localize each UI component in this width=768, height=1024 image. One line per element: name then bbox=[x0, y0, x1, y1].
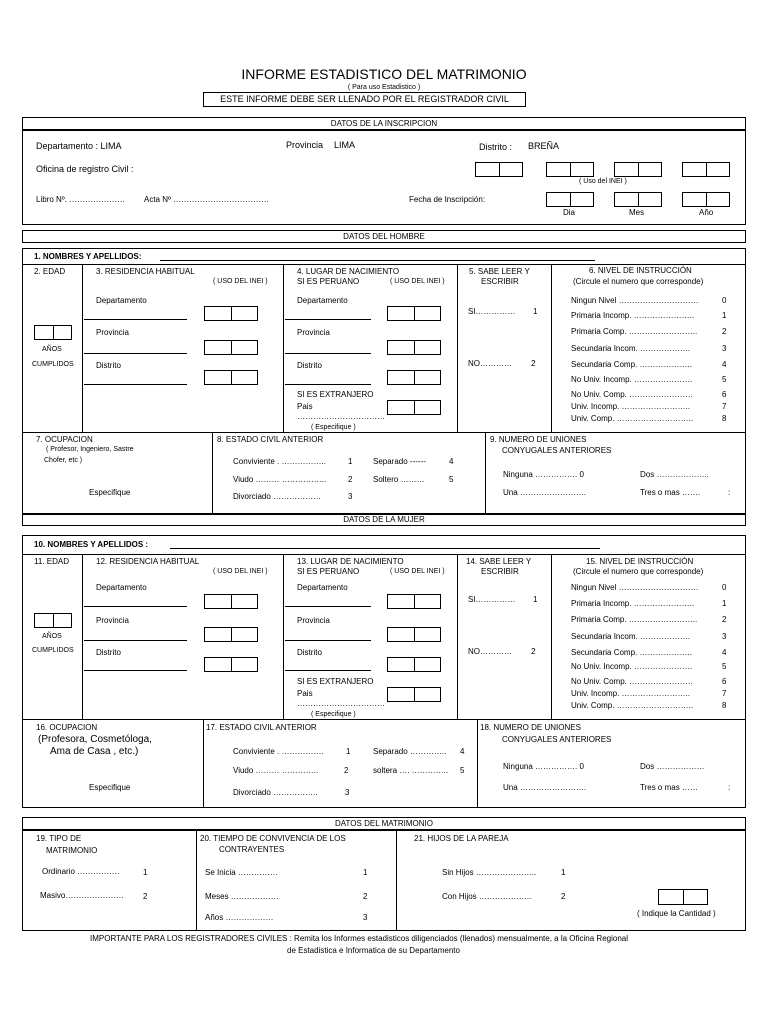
hombre-ocupacion-ej-1: ( Profesor, Ingeniero, Sastre bbox=[46, 446, 134, 453]
hijos-cantidad-box[interactable] bbox=[658, 889, 708, 905]
nivel-option[interactable]: Secundaria Comp. ……………….. bbox=[571, 648, 692, 657]
anos-option[interactable]: Años ……………… bbox=[205, 913, 274, 922]
hombre-nac-prov-line[interactable] bbox=[285, 353, 371, 354]
hombre-nac-dist: Distrito bbox=[297, 361, 322, 370]
section-inscripcion-title: DATOS DE LA INSCRIPCION bbox=[22, 117, 746, 130]
tiempo-label-2: CONTRAYENTES bbox=[219, 845, 285, 854]
mujer-estado-label: 17. ESTADO CIVIL ANTERIOR bbox=[206, 723, 317, 732]
nivel-option[interactable]: Primaria Comp. …………………….. bbox=[571, 615, 698, 624]
nivel-number[interactable]: 5 bbox=[722, 375, 727, 384]
mujer-divorciado[interactable]: Divorciado …………….. bbox=[233, 788, 318, 797]
nivel-number[interactable]: 4 bbox=[722, 648, 727, 657]
hombre-viudo-num[interactable]: 2 bbox=[348, 475, 353, 484]
hombre-especifique[interactable]: Especifique bbox=[89, 488, 131, 497]
nivel-number[interactable]: 3 bbox=[722, 632, 727, 641]
hombre-residencia-label: 3. RESIDENCIA HABITUAL bbox=[96, 267, 195, 276]
mujer-tres[interactable]: Tres o mas …… bbox=[640, 783, 698, 792]
nivel-number[interactable]: 0 bbox=[722, 583, 727, 592]
hombre-res-depto-line[interactable] bbox=[84, 319, 187, 320]
masivo-option[interactable]: Masivo…………………. bbox=[40, 891, 124, 900]
nivel-option[interactable]: Primaria Comp. …………………….. bbox=[571, 327, 698, 336]
mujer-no-option[interactable]: NO………… bbox=[468, 647, 512, 656]
nivel-number[interactable]: 7 bbox=[722, 402, 727, 411]
form-subtitle: ( Para uso Estadistico ) bbox=[347, 84, 421, 91]
nivel-number[interactable]: 7 bbox=[722, 689, 727, 698]
nivel-option[interactable]: Ningun Nivel ………………………… bbox=[571, 583, 699, 592]
hombre-separado-num[interactable]: 4 bbox=[449, 457, 454, 466]
nivel-option[interactable]: No Univ. Incomp. …………………. bbox=[571, 662, 693, 671]
mujer-res-dist-line[interactable] bbox=[84, 670, 187, 671]
mujer-sabe-leer-1: 14. SABE LEER Y bbox=[466, 557, 532, 566]
provincia-label: Provincia bbox=[286, 140, 324, 150]
mujer-nac-prov-box[interactable] bbox=[387, 627, 441, 642]
hombre-divorciado[interactable]: Divorciado ……………… bbox=[233, 492, 322, 501]
se-inicia-num[interactable]: 1 bbox=[363, 868, 368, 877]
mujer-res-depto: Departamento bbox=[96, 583, 147, 592]
mujer-nac-prov-line[interactable] bbox=[285, 640, 371, 641]
hombre-separado[interactable]: Separado ------ bbox=[373, 457, 426, 466]
tiempo-label-1: 20. TIEMPO DE CONVIVENCIA DE LOS bbox=[200, 834, 346, 843]
hombre-especifique-small: ( Especifique ) bbox=[311, 424, 356, 431]
mujer-edad-box[interactable] bbox=[34, 613, 72, 628]
mujer-soltera-num[interactable]: 5 bbox=[460, 766, 465, 775]
mujer-nac-dist-box[interactable] bbox=[387, 657, 441, 672]
nivel-option[interactable]: Secundaria Incom. ………………. bbox=[571, 344, 691, 353]
mujer-conviviente-num[interactable]: 1 bbox=[346, 747, 351, 756]
mujer-ocupacion-label: 16. OCUPACION bbox=[36, 723, 98, 732]
indique-cantidad: ( Indique la Cantidad ) bbox=[637, 909, 716, 918]
mujer-tres-colon: : bbox=[728, 783, 731, 792]
oficina-label: Oficina de registro Civil : bbox=[36, 164, 134, 174]
mujer-res-dist-box[interactable] bbox=[204, 657, 258, 672]
hombre-res-depto-box[interactable] bbox=[204, 306, 258, 321]
hombre-si-peruano: SI ES PERUANO bbox=[297, 277, 360, 286]
hombre-nac-dist-line[interactable] bbox=[285, 384, 371, 385]
mujer-uniones-1: 18. NUMERO DE UNIONES bbox=[480, 723, 581, 732]
hombre-conviviente-num[interactable]: 1 bbox=[348, 457, 353, 466]
mujer-soltera[interactable]: soltera …. ………….. bbox=[373, 766, 449, 775]
mujer-cumplidos: CUMPLIDOS bbox=[32, 647, 74, 654]
mujer-nacimiento-label: 13. LUGAR DE NACIMIENTO bbox=[297, 557, 404, 566]
divider bbox=[283, 554, 284, 719]
nivel-option[interactable]: Univ. Comp. ……………………….. bbox=[571, 701, 694, 710]
mujer-uso-inei-nac: ( USO DEL INEI ) bbox=[390, 568, 445, 575]
libro-field[interactable]: Libro Nº. ………………… bbox=[36, 195, 126, 204]
hombre-divorciado-num[interactable]: 3 bbox=[348, 492, 353, 501]
mujer-pais-box[interactable] bbox=[387, 687, 441, 702]
hombre-si-option[interactable]: SI…………… bbox=[468, 307, 516, 316]
divider bbox=[22, 719, 746, 720]
inei-code-box-3[interactable] bbox=[682, 162, 730, 177]
hijos-label: 21. HIJOS DE LA PAREJA bbox=[414, 834, 509, 843]
fecha-mes-box[interactable] bbox=[614, 192, 662, 207]
hombre-viudo[interactable]: Viudo ……… …………….. bbox=[233, 475, 327, 484]
hombre-soltero-num[interactable]: 5 bbox=[449, 475, 454, 484]
mujer-nombres-line[interactable] bbox=[170, 548, 600, 549]
nivel-number[interactable]: 3 bbox=[722, 344, 727, 353]
section-mujer-title: DATOS DE LA MUJER bbox=[22, 514, 746, 526]
anio-label: Año bbox=[699, 208, 714, 217]
mes-label: Mes bbox=[629, 208, 645, 217]
mujer-residencia-label: 12. RESIDENCIA HABITUAL bbox=[96, 557, 200, 566]
meses-option[interactable]: Meses ……………… bbox=[205, 892, 279, 901]
distrito-value[interactable]: BREÑA bbox=[528, 141, 560, 151]
hombre-nombres-label: 1. NOMBRES Y APELLIDOS: bbox=[34, 252, 142, 261]
mujer-pais-label: Pais bbox=[297, 689, 313, 698]
hombre-pais-line[interactable]: …………………………… bbox=[297, 412, 385, 421]
fecha-label: Fecha de Inscripción: bbox=[409, 195, 486, 204]
mujer-nac-dist-line[interactable] bbox=[285, 670, 371, 671]
mujer-nac-depto: Departamento bbox=[297, 583, 348, 592]
hombre-sabe-leer-2: ESCRIBIR bbox=[481, 277, 519, 286]
mujer-nivel-title: 15. NIVEL DE INSTRUCCIÓN bbox=[586, 557, 694, 566]
nivel-option[interactable]: No Univ. Comp. …………………… bbox=[571, 677, 694, 686]
hombre-nac-depto: Departamento bbox=[297, 296, 348, 305]
divider bbox=[551, 264, 552, 432]
mujer-res-dist: Distrito bbox=[96, 648, 121, 657]
mujer-nac-depto-line[interactable] bbox=[285, 606, 371, 607]
hombre-nivel-title: 6. NIVEL DE INSTRUCCIÓN bbox=[589, 266, 692, 275]
nivel-option[interactable]: Secundaria Comp. ……………….. bbox=[571, 360, 692, 369]
hombre-uso-inei-res: ( USO DEL INEI ) bbox=[213, 278, 268, 285]
divider bbox=[457, 264, 458, 432]
hombre-nac-prov-box[interactable] bbox=[387, 340, 441, 355]
mujer-nac-dist: Distrito bbox=[297, 648, 322, 657]
nivel-option[interactable]: Univ. Comp. ……………………….. bbox=[571, 414, 694, 423]
hombre-edad-label: 2. EDAD bbox=[34, 267, 66, 276]
hombre-circule: (Circule el numero que corresponde) bbox=[573, 277, 704, 286]
hombre-no-option[interactable]: NO………… bbox=[468, 359, 512, 368]
nivel-number[interactable]: 0 bbox=[722, 296, 727, 305]
hombre-res-dist-line[interactable] bbox=[84, 384, 187, 385]
hombre-res-prov-line[interactable] bbox=[84, 353, 187, 354]
divider bbox=[82, 554, 83, 719]
meses-num[interactable]: 2 bbox=[363, 892, 368, 901]
mujer-res-prov: Provincia bbox=[96, 616, 129, 625]
mujer-especifique[interactable]: Especifique bbox=[89, 783, 131, 792]
hombre-sabe-leer-1: 5. SABE LEER Y bbox=[469, 267, 530, 276]
divider bbox=[551, 554, 552, 719]
departamento-field[interactable]: Departamento : LIMA bbox=[36, 141, 122, 151]
provincia-value[interactable]: LIMA bbox=[334, 140, 356, 150]
divider bbox=[396, 830, 397, 931]
mujer-ninguna[interactable]: Ninguna ……………. 0 bbox=[503, 762, 584, 771]
hombre-no-num[interactable]: 2 bbox=[531, 359, 536, 368]
hombre-soltero[interactable]: Soltero ……… bbox=[373, 475, 425, 484]
divider bbox=[457, 554, 458, 719]
nivel-option[interactable]: Ningun Nivel ………………………… bbox=[571, 296, 699, 305]
hombre-nac-dist-box[interactable] bbox=[387, 370, 441, 385]
hombre-ocupacion-label: 7. OCUPACION bbox=[36, 435, 93, 444]
hombre-cumplidos: CUMPLIDOS bbox=[32, 361, 74, 368]
sin-hijos-option[interactable]: Sin Hijos ………………….. bbox=[442, 868, 537, 877]
mujer-si-peruano: SI ES PERUANO bbox=[297, 567, 360, 576]
hombre-anos: AÑOS bbox=[42, 346, 62, 353]
distrito-label: Distrito : bbox=[479, 142, 513, 152]
hombre-si-num[interactable]: 1 bbox=[533, 307, 538, 316]
mujer-sabe-leer-2: ESCRIBIR bbox=[481, 567, 519, 576]
anos-num[interactable]: 3 bbox=[363, 913, 368, 922]
hombre-res-dist-box[interactable] bbox=[204, 370, 258, 385]
mujer-dos[interactable]: Dos ……………… bbox=[640, 762, 705, 771]
mujer-una[interactable]: Una ……………………. bbox=[503, 783, 587, 792]
nivel-number[interactable]: 1 bbox=[722, 311, 727, 320]
hombre-res-prov: Provincia bbox=[96, 328, 129, 337]
mujer-si-option[interactable]: SI…………… bbox=[468, 595, 516, 604]
nivel-option[interactable]: Primaria Incomp. ………………….. bbox=[571, 599, 695, 608]
mujer-divorciado-num[interactable]: 3 bbox=[345, 788, 350, 797]
tipo-label-2: MATRIMONIO bbox=[46, 846, 98, 855]
nivel-option[interactable]: No Univ. Incomp. …………………. bbox=[571, 375, 693, 384]
mujer-ocupacion-ej-2: Ama de Casa , etc.) bbox=[50, 746, 139, 757]
mujer-res-prov-box[interactable] bbox=[204, 627, 258, 642]
nivel-option[interactable]: Secundaria Incom. ………………. bbox=[571, 632, 691, 641]
nivel-number[interactable]: 1 bbox=[722, 599, 727, 608]
divider bbox=[283, 264, 284, 432]
hombre-nac-depto-line[interactable] bbox=[285, 319, 371, 320]
mujer-res-depto-box[interactable] bbox=[204, 594, 258, 609]
sin-hijos-num[interactable]: 1 bbox=[561, 868, 566, 877]
nivel-number[interactable]: 6 bbox=[722, 390, 727, 399]
inei-code-box-1[interactable] bbox=[546, 162, 594, 177]
inei-code-box-2[interactable] bbox=[614, 162, 662, 177]
hombre-ocupacion-ej-2: Chofer, etc ) bbox=[44, 457, 83, 464]
mujer-especifique-small: ( Especifique ) bbox=[311, 711, 356, 718]
hombre-si-extranjero: SI ES EXTRANJERO bbox=[297, 390, 374, 399]
registrar-notice: ESTE INFORME DEBE SER LLENADO POR EL REGISTRADOR CIVIL bbox=[203, 92, 526, 107]
con-hijos-option[interactable]: Con Hijos ……………….. bbox=[442, 892, 532, 901]
mujer-anos: AÑOS bbox=[42, 633, 62, 640]
mujer-separado[interactable]: Separado ………….. bbox=[373, 747, 447, 756]
divider bbox=[485, 432, 486, 514]
hombre-res-dist: Distrito bbox=[96, 361, 121, 370]
section-hombre-title: DATOS DEL HOMBRE bbox=[22, 230, 746, 243]
mujer-uso-inei-res: ( USO DEL INEI ) bbox=[213, 568, 268, 575]
nivel-number[interactable]: 2 bbox=[722, 327, 727, 336]
hombre-pais-label: Pais bbox=[297, 402, 313, 411]
dia-label: Dia bbox=[563, 208, 576, 217]
hombre-nac-prov: Provincia bbox=[297, 328, 330, 337]
ordinario-option[interactable]: Ordinario ……………. bbox=[42, 867, 120, 876]
divider bbox=[22, 432, 746, 433]
fecha-anio-box[interactable] bbox=[682, 192, 730, 207]
mujer-ocupacion-ej-1: (Profesora, Cosmetóloga, bbox=[38, 734, 152, 745]
divider bbox=[22, 264, 746, 265]
mujer-viudo[interactable]: Viudo ……… ………….. bbox=[233, 766, 319, 775]
mujer-pais-line[interactable]: …………………………… bbox=[297, 699, 385, 708]
footer-line-2: de Estadistica e Informatica de su Departamento bbox=[287, 946, 460, 955]
mujer-uniones-2: CONYUGALES ANTERIORES bbox=[502, 735, 612, 744]
hombre-una[interactable]: Una ……………………. bbox=[503, 488, 587, 497]
mujer-nac-depto-box[interactable] bbox=[387, 594, 441, 609]
ordinario-num[interactable]: 1 bbox=[143, 868, 148, 877]
hombre-tres-colon: : bbox=[728, 488, 731, 497]
mujer-res-depto-line[interactable] bbox=[84, 606, 187, 607]
hombre-uso-inei-nac: ( USO DEL INEI ) bbox=[390, 278, 445, 285]
hombre-estado-label: 8. ESTADO CIVIL ANTERIOR bbox=[217, 435, 324, 444]
hombre-conviviente[interactable]: Conviviente . …………….. bbox=[233, 457, 326, 466]
hombre-edad-box[interactable] bbox=[34, 325, 72, 340]
acta-field[interactable]: Acta Nº ……………………………… bbox=[144, 195, 270, 204]
divider bbox=[196, 830, 197, 931]
nivel-number[interactable]: 6 bbox=[722, 677, 727, 686]
mujer-conviviente[interactable]: Conviviente . ……………. bbox=[233, 747, 324, 756]
hombre-res-depto: Departamento bbox=[96, 296, 147, 305]
hombre-nac-depto-box[interactable] bbox=[387, 306, 441, 321]
con-hijos-num[interactable]: 2 bbox=[561, 892, 566, 901]
nivel-option[interactable]: Primaria Incomp. ………………….. bbox=[571, 311, 695, 320]
nivel-number[interactable]: 8 bbox=[722, 701, 727, 710]
nivel-option[interactable]: No Univ. Comp. …………………… bbox=[571, 390, 694, 399]
se-inicia-option[interactable]: Se Inicia …………… bbox=[205, 868, 278, 877]
hombre-nombres-line[interactable] bbox=[160, 260, 595, 261]
hombre-dos[interactable]: Dos ……………….. bbox=[640, 470, 709, 479]
nivel-number[interactable]: 5 bbox=[722, 662, 727, 671]
nivel-option[interactable]: Univ. Incomp. …………………….. bbox=[571, 402, 690, 411]
hombre-nacimiento-label: 4. LUGAR DE NACIMIENTO bbox=[297, 267, 400, 276]
mujer-res-prov-line[interactable] bbox=[84, 640, 187, 641]
uso-inei-note: ( Uso del INEI ) bbox=[579, 178, 627, 185]
section-matrimonio-title: DATOS DEL MATRIMONIO bbox=[22, 817, 746, 830]
mujer-circule: (Circule el numero que corresponde) bbox=[573, 567, 704, 576]
mujer-nac-prov: Provincia bbox=[297, 616, 330, 625]
mujer-nombres-label: 10. NOMBRES Y APELLIDOS : bbox=[34, 540, 149, 549]
nivel-number[interactable]: 4 bbox=[722, 360, 727, 369]
mujer-si-num[interactable]: 1 bbox=[533, 595, 538, 604]
hombre-tres[interactable]: Tres o mas ……. bbox=[640, 488, 701, 497]
divider bbox=[22, 554, 746, 555]
hombre-pais-box[interactable] bbox=[387, 400, 441, 415]
mujer-no-num[interactable]: 2 bbox=[531, 647, 536, 656]
hombre-ninguna[interactable]: Ninguna ……………. 0 bbox=[503, 470, 584, 479]
fecha-dia-box[interactable] bbox=[546, 192, 594, 207]
nivel-number[interactable]: 2 bbox=[722, 615, 727, 624]
nivel-option[interactable]: Univ. Incomp. …………………….. bbox=[571, 689, 690, 698]
tipo-label-1: 19. TIPO DE bbox=[36, 834, 82, 843]
divider bbox=[212, 432, 213, 514]
nivel-number[interactable]: 8 bbox=[722, 414, 727, 423]
mujer-si-extranjero: SI ES EXTRANJERO bbox=[297, 677, 374, 686]
hombre-res-prov-box[interactable] bbox=[204, 340, 258, 355]
divider bbox=[477, 719, 478, 808]
form-title: INFORME ESTADISTICO DEL MATRIMONIO bbox=[241, 66, 527, 82]
hombre-uniones-1: 9. NUMERO DE UNIONES bbox=[490, 435, 587, 444]
footer-line-1: IMPORTANTE PARA LOS REGISTRADORES CIVILES : Remita los Informes estadisticos diligenciados (llenados) mensualmente, a la Oficina Regional bbox=[90, 934, 628, 943]
mujer-edad-label: 11. EDAD bbox=[34, 557, 69, 566]
divider bbox=[203, 719, 204, 808]
hombre-uniones-2: CONYUGALES ANTERIORES bbox=[502, 446, 612, 455]
mujer-viudo-num[interactable]: 2 bbox=[344, 766, 349, 775]
divider bbox=[82, 264, 83, 432]
masivo-num[interactable]: 2 bbox=[143, 892, 148, 901]
mujer-separado-num[interactable]: 4 bbox=[460, 747, 465, 756]
oficina-code-box[interactable] bbox=[475, 162, 523, 177]
